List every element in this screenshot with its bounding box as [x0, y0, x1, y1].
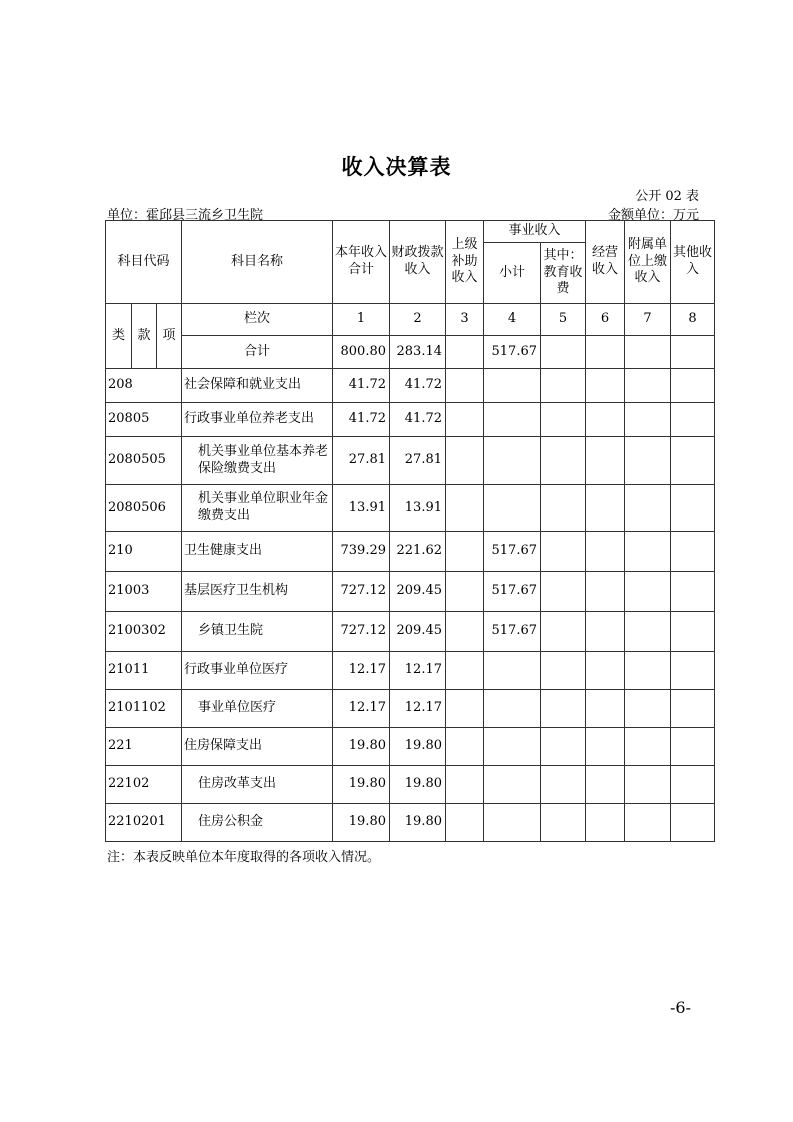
amount-cell: 727.12	[333, 572, 390, 612]
column-number: 4	[484, 304, 541, 336]
amount-cell	[541, 652, 586, 690]
amount-cell	[586, 485, 625, 532]
subject-code: 2080506	[106, 485, 182, 532]
total-cell	[671, 336, 715, 369]
column-number: 5	[541, 304, 586, 336]
amount-cell	[625, 728, 671, 766]
table-row	[106, 690, 715, 728]
subject-code: 2100302	[106, 612, 182, 652]
amount-cell	[586, 804, 625, 842]
subject-code: 20805	[106, 403, 182, 437]
amount-cell	[625, 612, 671, 652]
header-kuan: 款	[132, 304, 157, 369]
header-fiscal-appropriation: 财政拨款收入	[390, 221, 446, 304]
amount-cell	[541, 728, 586, 766]
amount-cell	[586, 572, 625, 612]
amount-cell	[446, 804, 484, 842]
amount-cell	[671, 403, 715, 437]
subject-code: 2080505	[106, 437, 182, 485]
subject-name: 乡镇卫生院	[182, 612, 333, 652]
form-number: 公开 02 表	[635, 189, 699, 204]
amount-cell	[586, 612, 625, 652]
table-row	[106, 612, 715, 652]
amount-cell	[586, 532, 625, 572]
amount-cell	[586, 437, 625, 485]
amount-cell: 19.80	[390, 804, 446, 842]
amount-cell	[586, 690, 625, 728]
header-subject-code: 科目代码	[106, 221, 182, 304]
amount-cell	[625, 572, 671, 612]
amount-cell: 19.80	[333, 728, 390, 766]
amount-cell	[541, 369, 586, 403]
amount-cell	[671, 437, 715, 485]
subject-code: 2210201	[106, 804, 182, 842]
amount-cell: 739.29	[333, 532, 390, 572]
amount-cell	[446, 690, 484, 728]
subject-name: 社会保障和就业支出	[182, 369, 333, 403]
amount-cell	[671, 766, 715, 804]
amount-cell	[625, 652, 671, 690]
subject-code: 208	[106, 369, 182, 403]
column-label: 栏次	[182, 304, 333, 336]
amount-cell: 41.72	[390, 369, 446, 403]
header-other-income: 其他收入	[671, 221, 715, 304]
amount-cell	[671, 728, 715, 766]
table-row	[106, 728, 715, 766]
amount-cell	[446, 652, 484, 690]
amount-cell	[484, 403, 541, 437]
amount-cell: 209.45	[390, 572, 446, 612]
amount-cell	[446, 369, 484, 403]
subject-code: 221	[106, 728, 182, 766]
subject-code: 21011	[106, 652, 182, 690]
subject-name: 卫生健康支出	[182, 532, 333, 572]
amount-cell: 41.72	[333, 369, 390, 403]
amount-cell	[541, 485, 586, 532]
amount-cell	[446, 403, 484, 437]
page-number: -6-	[670, 998, 691, 1017]
column-number: 7	[625, 304, 671, 336]
amount-cell	[484, 804, 541, 842]
amount-cell	[625, 369, 671, 403]
header-operating-income: 经营收入	[586, 221, 625, 304]
header-subtotal: 小计	[484, 243, 541, 304]
total-cell: 517.67	[484, 336, 541, 369]
amount-cell: 19.80	[390, 766, 446, 804]
footnote: 注：本表反映单位本年度取得的各项收入情况。	[107, 850, 381, 865]
amount-cell	[625, 766, 671, 804]
table-row	[106, 437, 715, 485]
amount-cell: 41.72	[333, 403, 390, 437]
subject-name: 住房公积金	[182, 804, 333, 842]
amount-cell	[446, 572, 484, 612]
column-number: 2	[390, 304, 446, 336]
amount-cell	[541, 572, 586, 612]
amount-cell	[586, 369, 625, 403]
amount-cell: 12.17	[333, 690, 390, 728]
total-cell	[446, 336, 484, 369]
amount-cell	[484, 766, 541, 804]
amount-cell	[541, 766, 586, 804]
amount-cell	[484, 485, 541, 532]
header-xiang: 项	[157, 304, 182, 369]
header-business-income: 事业收入	[484, 221, 586, 243]
amount-cell	[484, 652, 541, 690]
amount-cell	[541, 612, 586, 652]
amount-cell	[671, 532, 715, 572]
header-affiliated-income: 附属单位上缴收入	[625, 221, 671, 304]
total-cell	[625, 336, 671, 369]
amount-cell	[484, 728, 541, 766]
amount-cell	[586, 652, 625, 690]
table-row	[106, 572, 715, 612]
amount-cell	[625, 485, 671, 532]
amount-cell	[586, 766, 625, 804]
amount-cell	[671, 572, 715, 612]
table-row	[106, 369, 715, 403]
amount-cell: 41.72	[390, 403, 446, 437]
header-subject-name: 科目名称	[182, 221, 333, 304]
table-row	[106, 804, 715, 842]
column-number: 3	[446, 304, 484, 336]
total-cell: 800.80	[333, 336, 390, 369]
amount-cell	[446, 532, 484, 572]
subject-name: 基层医疗卫生机构	[182, 572, 333, 612]
total-row	[106, 336, 715, 369]
total-cell: 283.14	[390, 336, 446, 369]
amount-cell	[671, 652, 715, 690]
subject-name: 事业单位医疗	[182, 690, 333, 728]
amount-cell	[625, 532, 671, 572]
amount-cell	[625, 403, 671, 437]
subject-name: 住房保障支出	[182, 728, 333, 766]
subject-code: 2101102	[106, 690, 182, 728]
amount-cell: 12.17	[333, 652, 390, 690]
total-cell	[586, 336, 625, 369]
subject-name: 住房改革支出	[182, 766, 333, 804]
table-row	[106, 532, 715, 572]
amount-cell	[625, 690, 671, 728]
amount-cell	[446, 437, 484, 485]
amount-cell	[671, 690, 715, 728]
total-cell	[541, 336, 586, 369]
amount-cell	[484, 690, 541, 728]
header-lei: 类	[106, 304, 132, 369]
amount-cell	[625, 437, 671, 485]
amount-unit: 金额单位：万元	[607, 208, 699, 223]
header-education-fees: 其中：教育收费	[541, 243, 586, 304]
amount-cell	[671, 485, 715, 532]
amount-cell: 13.91	[333, 485, 390, 532]
total-label: 合计	[182, 336, 333, 369]
amount-cell	[586, 728, 625, 766]
subject-name: 机关事业单位职业年金缴费支出	[182, 485, 333, 532]
table-row	[106, 652, 715, 690]
table-row	[106, 403, 715, 437]
amount-cell	[541, 437, 586, 485]
amount-cell: 27.81	[390, 437, 446, 485]
amount-cell	[446, 766, 484, 804]
amount-cell	[484, 437, 541, 485]
amount-cell	[541, 532, 586, 572]
subject-code: 22102	[106, 766, 182, 804]
income-final-accounts-table	[105, 220, 715, 842]
subject-name: 行政事业单位医疗	[182, 652, 333, 690]
amount-cell: 727.12	[333, 612, 390, 652]
amount-cell	[484, 369, 541, 403]
amount-cell: 19.80	[333, 766, 390, 804]
unit-name: 单位：霍邱县三流乡卫生院	[107, 208, 264, 223]
subject-name: 机关事业单位基本养老保险缴费支出	[182, 437, 333, 485]
amount-cell: 19.80	[333, 804, 390, 842]
amount-cell	[541, 403, 586, 437]
amount-cell: 27.81	[333, 437, 390, 485]
column-number: 1	[333, 304, 390, 336]
amount-cell	[625, 804, 671, 842]
amount-cell	[446, 612, 484, 652]
amount-cell	[586, 403, 625, 437]
amount-cell: 517.67	[484, 572, 541, 612]
amount-cell	[446, 728, 484, 766]
amount-cell	[541, 804, 586, 842]
amount-cell: 209.45	[390, 612, 446, 652]
amount-cell	[446, 485, 484, 532]
amount-cell	[671, 612, 715, 652]
amount-cell: 19.80	[390, 728, 446, 766]
column-number: 6	[586, 304, 625, 336]
amount-cell: 13.91	[390, 485, 446, 532]
subject-code: 21003	[106, 572, 182, 612]
amount-cell: 221.62	[390, 532, 446, 572]
amount-cell: 12.17	[390, 690, 446, 728]
table-row	[106, 766, 715, 804]
amount-cell	[671, 804, 715, 842]
table-row	[106, 485, 715, 532]
amount-cell: 517.67	[484, 612, 541, 652]
amount-cell	[541, 690, 586, 728]
column-number: 8	[671, 304, 715, 336]
amount-cell	[671, 369, 715, 403]
subject-code: 210	[106, 532, 182, 572]
header-total-income: 本年收入合计	[333, 221, 390, 304]
subject-name: 行政事业单位养老支出	[182, 403, 333, 437]
amount-cell: 517.67	[484, 532, 541, 572]
document-title: 收入决算表	[341, 155, 452, 179]
amount-cell: 12.17	[390, 652, 446, 690]
header-superior-subsidy: 上级补助收入	[446, 221, 484, 304]
